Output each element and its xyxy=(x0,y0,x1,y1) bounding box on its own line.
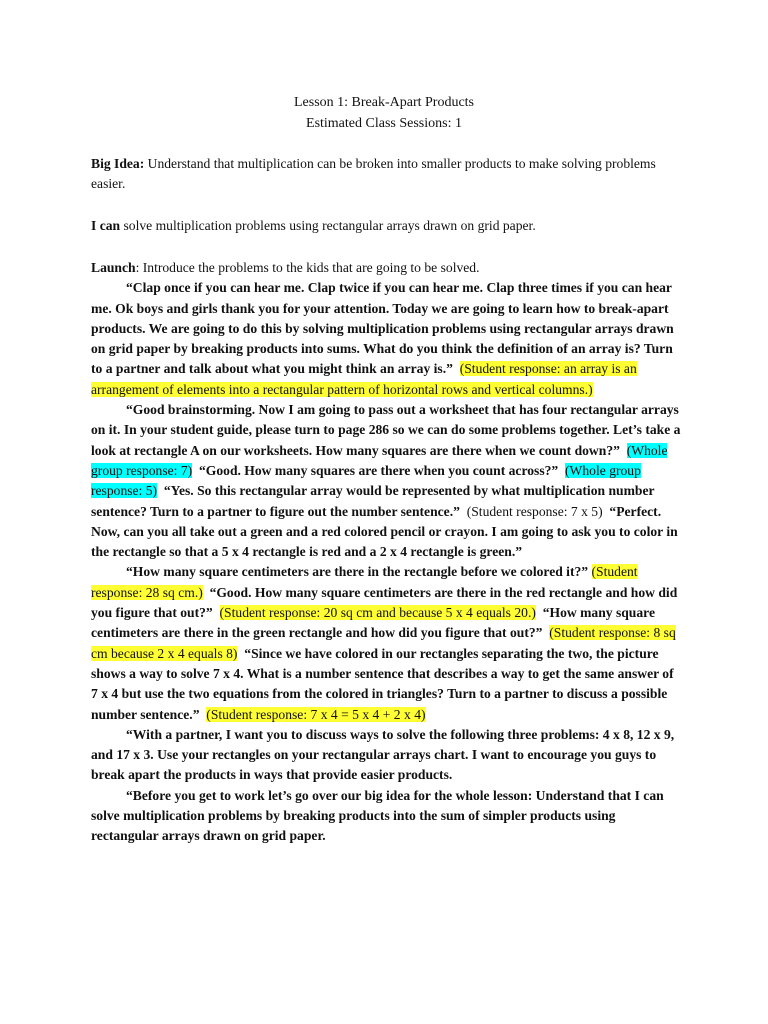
lesson-sessions: Estimated Class Sessions: 1 xyxy=(306,116,462,131)
teacher-dialog: “How many square centimeters are there in the rectangle before we colored it?” xyxy=(126,564,589,580)
i-can-label: I can xyxy=(91,218,121,233)
student-response-highlight: (Student response: 20 sq cm and because 5 x 4 equals 20.) xyxy=(219,605,536,621)
teacher-dialog: “Perfect. Now, can you all take out a green and a red colored pencil or crayon. I am going to ask you to color in the rectangle so that a 5 x 4 rectangle is red and a 2 x 4 rectangle is green.” xyxy=(91,503,678,560)
student-response-highlight: (Student response: an array is an arrangement of elements into a rectangular pattern of horizontal rows and vertical columns.) xyxy=(91,361,637,397)
launch-line xyxy=(91,258,681,278)
big-idea-text: Understand that multiplication can be broken into smaller products to make solving problems easier. xyxy=(91,156,656,192)
teacher-dialog: “Good brainstorming. Now I am going to pass out a worksheet that has four rectangular arrays on it. In your student guide, please turn to page 286 so we can do some problems together. Let’s take a look at rectangle A on our worksheets. How many squares are there when we count down?” xyxy=(91,402,681,458)
paragraph-1 xyxy=(91,278,681,400)
teacher-dialog: “Good. How many square centimeters are there in the red rectangle and how did you figure that out?” xyxy=(91,584,678,621)
student-response-highlight: (Student response: 7 x 4 = 5 x 4 + 2 x 4) xyxy=(206,706,426,722)
paragraph-2 xyxy=(91,400,681,562)
i-can-section xyxy=(91,216,681,236)
whole-group-response-highlight: (Whole group response: 5) xyxy=(91,462,641,499)
launch-text: : Introduce the problems to the kids that are going to be solved. xyxy=(135,260,480,275)
big-idea-label: Big Idea: xyxy=(91,156,145,171)
lesson-title: Lesson 1: Break-Apart Products xyxy=(293,95,475,110)
teacher-dialog: “Yes. So this rectangular array would be represented by what multiplication number sentence? Turn to a partner to figure out the number sentence.” xyxy=(91,483,655,519)
teacher-dialog: “Since we have colored in our rectangles separating the two, the picture shows a way to solve 7 x 4. What is a number sentence that describes a way to get the same answer of 7 x 4 but use the two equations from the colored in triangles? Turn to a partner to discuss a possible number sentence.” xyxy=(91,645,674,722)
teacher-dialog: “Clap once if you can hear me. Clap twice if you can hear me. Clap three times if you can hear me. Ok boys and girls thank you for your attention. Today we are going to learn how to break-apart products. We are going to do this by solving multiplication problems using rectangular arrays drawn on grid paper by breaking products into sums. What do you think the definition of an array is? Turn to a partner and talk about what you might think an array is.” xyxy=(91,280,674,377)
teacher-dialog: “Good. How many squares are there when you count across?” xyxy=(198,462,559,478)
student-response: (Student response: 7 x 5) xyxy=(466,503,603,519)
paragraph-4 xyxy=(91,725,681,786)
teacher-dialog: “Before you get to work let’s go over our big idea for the whole lesson: Understand that I can solve multiplication problems by breaking products into the sum of simpler products using rectangular arrays drawn on grid paper. xyxy=(91,787,664,844)
whole-group-response-highlight: (Whole group response: 7) xyxy=(91,442,668,478)
student-response-highlight: (Student response: 28 sq cm.) xyxy=(91,564,638,600)
teacher-dialog: “With a partner, I want you to discuss ways to solve the following three problems: 4 x 8, 12 x 9, and 17 x 3. Use your rectangles on your rectangular arrays chart. I want to encourage you guys to break apart the products in ways that provide easier products. xyxy=(91,726,675,783)
big-idea-section xyxy=(91,154,681,195)
paragraph-3 xyxy=(91,562,681,724)
launch-label: Launch xyxy=(91,260,136,275)
launch-section xyxy=(91,258,681,847)
paragraph-5 xyxy=(91,786,681,847)
i-can-text: solve multiplication problems using rectangular arrays drawn on grid paper. xyxy=(120,218,536,233)
teacher-dialog: “How many square centimeters are there in the green rectangle and how did you figure that out?” xyxy=(91,605,655,641)
student-response-highlight: (Student response: 8 sq cm because 2 x 4 equals 8) xyxy=(91,625,676,661)
